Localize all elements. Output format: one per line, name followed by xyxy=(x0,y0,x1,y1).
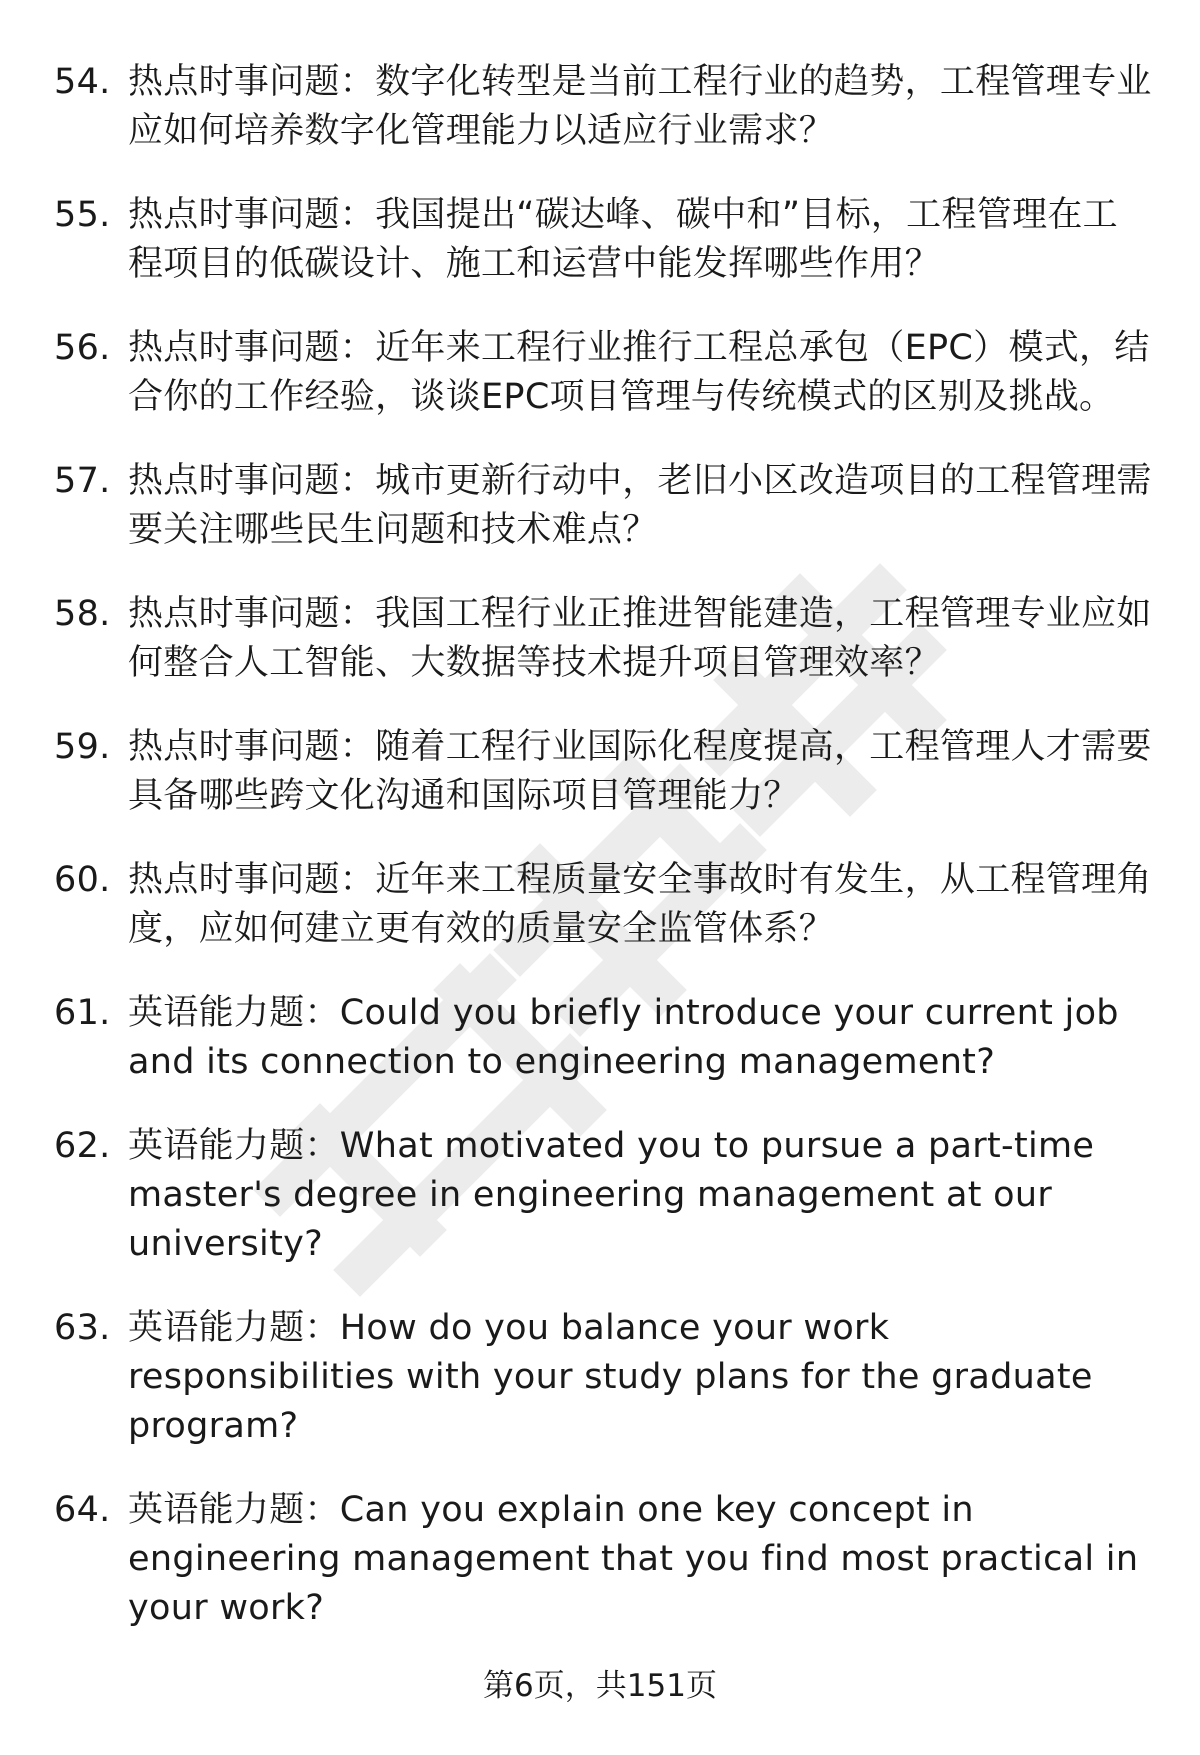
question-number: 57. xyxy=(54,461,111,501)
page-number-label: 第6页，共151页 xyxy=(483,1668,717,1704)
question-text: 热点时事问题：数字化转型是当前工程行业的趋势，工程管理专业应如何培养数字化管理能力以适应行业需求？ xyxy=(128,62,1152,151)
question-text: 英语能力题：How do you balance your work responsibilities with your study plans for the graduate program? xyxy=(128,1308,1093,1446)
question-text: 热点时事问题：近年来工程行业推行工程总承包（EPC）模式，结合你的工作经验，谈谈EPC项目管理与传统模式的区别及挑战。 xyxy=(128,328,1150,417)
list-item xyxy=(0,590,1200,688)
question-text: 热点时事问题：城市更新行动中，老旧小区改造项目的工程管理需要关注哪些民生问题和技术难点？ xyxy=(128,461,1152,550)
list-item xyxy=(0,856,1200,954)
list-item xyxy=(0,58,1200,156)
list-item xyxy=(0,1486,1200,1633)
list-item xyxy=(0,324,1200,422)
list-item xyxy=(0,1122,1200,1269)
question-text: 英语能力题：Can you explain one key concept in engineering management that you find most practical in your work? xyxy=(128,1490,1139,1628)
question-text: 热点时事问题：随着工程行业国际化程度提高，工程管理人才需要具备哪些跨文化沟通和国际项目管理能力？ xyxy=(128,727,1152,816)
question-text: 热点时事问题：我国工程行业正推进智能建造，工程管理专业应如何整合人工智能、大数据等技术提升项目管理效率？ xyxy=(128,594,1152,683)
question-number: 63. xyxy=(54,1308,111,1348)
question-list xyxy=(0,58,1200,1668)
question-text: 热点时事问题：我国提出“碳达峰、碳中和”目标，工程管理在工程项目的低碳设计、施工和运营中能发挥哪些作用？ xyxy=(128,195,1118,284)
question-number: 64. xyxy=(54,1490,111,1530)
question-number: 61. xyxy=(54,993,111,1033)
list-item xyxy=(0,723,1200,821)
question-text: 热点时事问题：近年来工程质量安全事故时有发生，从工程管理角度，应如何建立更有效的质量安全监管体系？ xyxy=(128,860,1152,949)
question-number: 59. xyxy=(54,727,111,767)
question-number: 54. xyxy=(54,62,111,102)
question-number: 62. xyxy=(54,1126,111,1166)
question-number: 60. xyxy=(54,860,111,900)
question-number: 55. xyxy=(54,195,111,235)
question-text: 英语能力题：What motivated you to pursue a part-time master's degree in engineering management at our university? xyxy=(128,1126,1095,1264)
list-item xyxy=(0,1304,1200,1451)
list-item xyxy=(0,989,1200,1087)
page-footer xyxy=(0,1666,1200,1706)
list-item xyxy=(0,457,1200,555)
question-number: 56. xyxy=(54,328,111,368)
question-number: 58. xyxy=(54,594,111,634)
question-text: 英语能力题：Could you briefly introduce your current job and its connection to engineering management? xyxy=(128,993,1119,1082)
list-item xyxy=(0,191,1200,289)
